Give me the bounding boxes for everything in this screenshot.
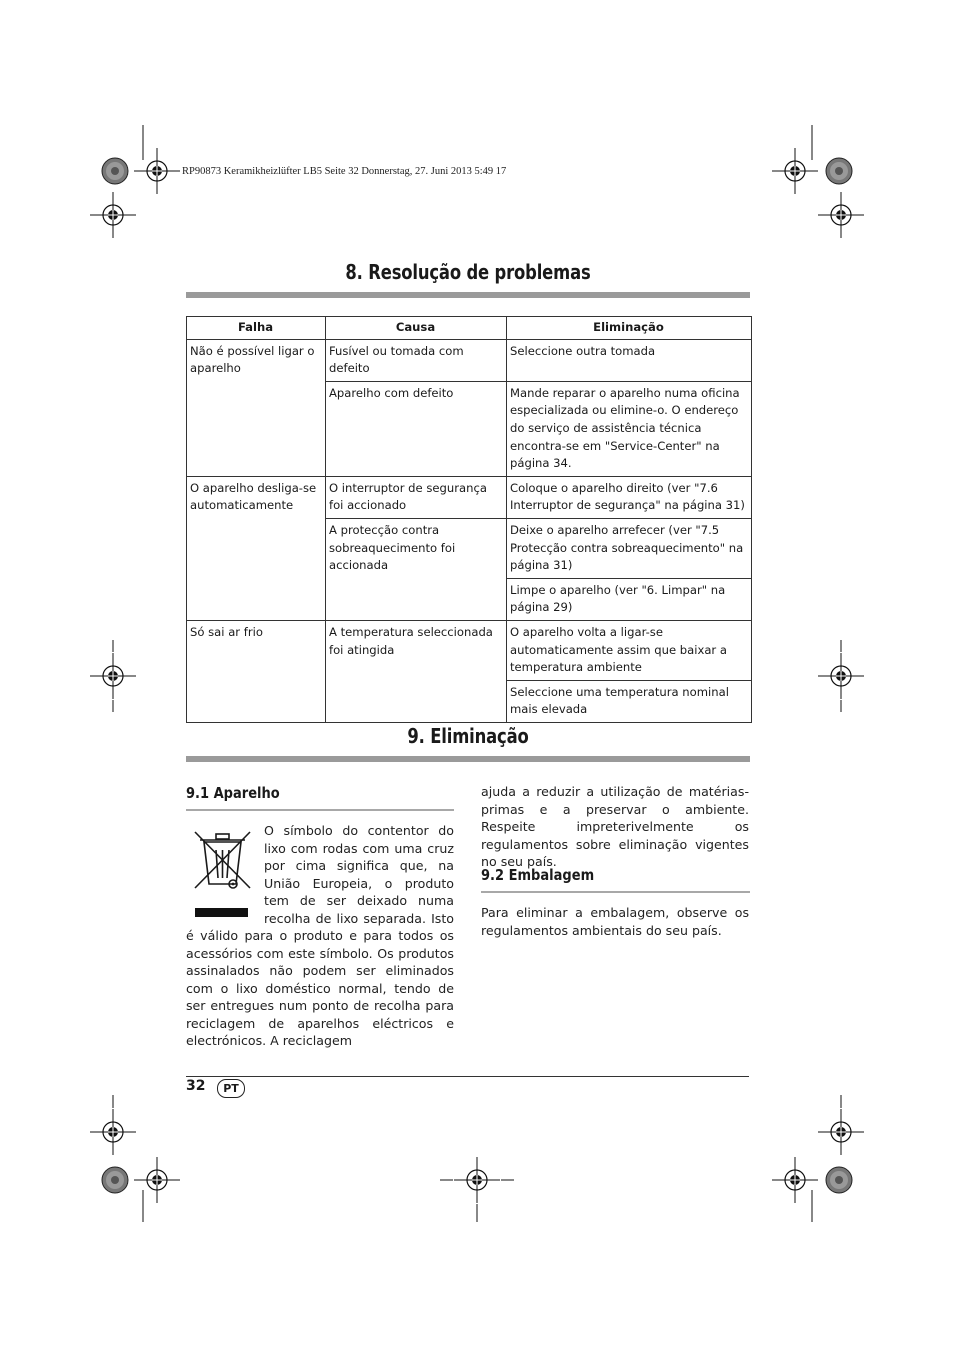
subsection-9-1-text-continued: ajuda a reduzir a utilização de matérias-primas e a preservar o ambiente. Respeite impreterivelmente os regulamentos sobre eliminação vigentes no seu país. bbox=[481, 784, 749, 869]
cell-causa: A temperatura seleccionada foi atingida bbox=[326, 620, 507, 722]
page-number: 32 bbox=[186, 1078, 206, 1094]
cell-causa: A protecção contra sobreaquecimento foi accionada bbox=[326, 518, 507, 620]
cell-causa: Fusível ou tomada com defeito bbox=[326, 339, 507, 381]
language-badge: PT bbox=[217, 1079, 245, 1098]
registration-mark-icon bbox=[90, 148, 864, 1203]
cell-causa: Aparelho com defeito bbox=[326, 381, 507, 476]
cell-eliminacao: Seleccione uma temperatura nominal mais elevada bbox=[507, 680, 752, 722]
cell-causa: O interruptor de segurança foi accionado bbox=[326, 476, 507, 518]
cell-eliminacao: O aparelho volta a ligar-se automaticamente assim que baixar a temperatura ambiente bbox=[507, 620, 752, 680]
cell-falha: Não é possível ligar o aparelho bbox=[187, 339, 326, 476]
section-9-title: 9. Eliminação bbox=[407, 724, 529, 748]
header-falha: Falha bbox=[187, 317, 326, 340]
header-eliminacao: Eliminação bbox=[507, 317, 752, 340]
section-8-title: 8. Resolução de problemas bbox=[345, 260, 591, 284]
cell-eliminacao: Coloque o aparelho direito (ver "7.6 Interruptor de segurança" na página 31) bbox=[507, 476, 752, 518]
cell-eliminacao: Limpe o aparelho (ver "6. Limpar" na página 29) bbox=[507, 578, 752, 620]
cell-falha: O aparelho desliga-se automaticamente bbox=[187, 476, 326, 620]
cell-eliminacao: Mande reparar o aparelho numa oficina especializada ou elimine-o. O endereço do serviço de assistência técnica encontra-se em "Service-Center" na página 34. bbox=[507, 381, 752, 476]
cell-eliminacao: Seleccione outra tomada bbox=[507, 339, 752, 381]
subsection-9-2-text: Para eliminar a embalagem, observe os regulamentos ambientais do seu país. bbox=[481, 905, 749, 938]
print-header: RP90873 Keramikheizlüfter LB5 Seite 32 Donnerstag, 27. Juni 2013 5:49 17 bbox=[182, 166, 507, 177]
subsection-9-2-title: 9.2 Embalagem bbox=[481, 866, 595, 884]
cell-falha: Só sai ar frio bbox=[187, 620, 326, 722]
subsection-9-1-text-part1: O símbolo do contentor do lixo com rodas com uma cruz por cima significa que, na União Europeia, o produto tem de ser deixado numa recolha de lixo separada. Isto é válido para o produto e para todos os acessórios com este símbolo. Os produtos assinalados não podem ser eliminados com o lixo doméstico normal, tendo de ser entregues num ponto de recolha para reciclagem de aparelhos eléctricos e electrónicos. A reciclagem bbox=[186, 823, 454, 1048]
subsection-9-1-title: 9.1 Aparelho bbox=[186, 784, 280, 802]
cell-eliminacao: Deixe o aparelho arrefecer (ver "7.5 Protecção contra sobreaquecimento" na página 31) bbox=[507, 518, 752, 578]
header-causa: Causa bbox=[326, 317, 507, 340]
color-calibration-wheel-icon bbox=[102, 158, 852, 1193]
